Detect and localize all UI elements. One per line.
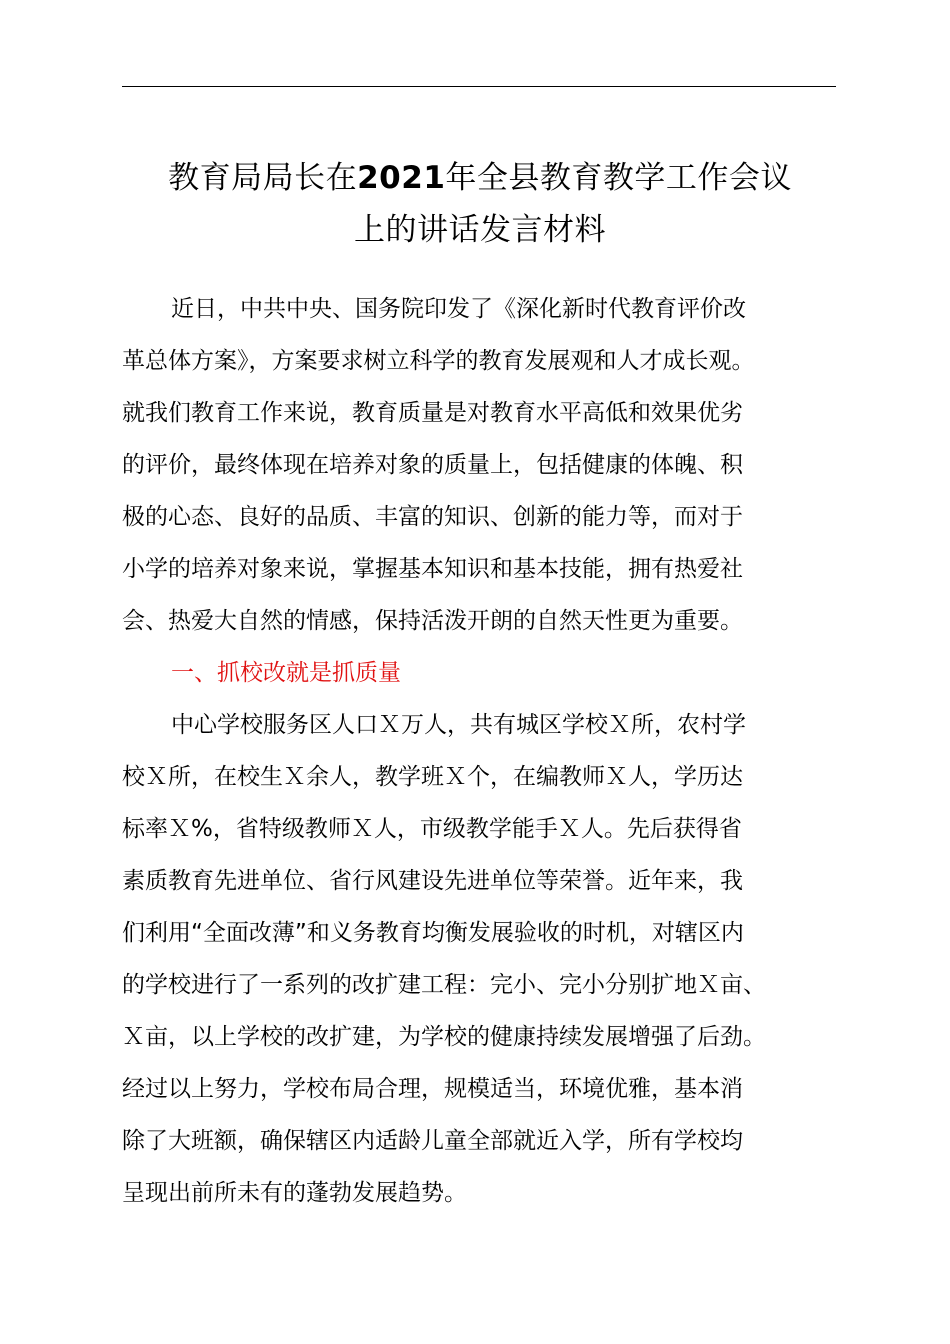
section-heading: 一、抓校改就是抓质量 xyxy=(171,660,401,686)
title-line-1: 教育局局长在2021年全县教育教学工作会议 xyxy=(168,160,792,196)
paragraph-line: 们利用“全面改薄”和义务教育均衡发展验收的时机，对辖区内 xyxy=(122,920,744,946)
paragraph-line: 就我们教育工作来说，教育质量是对教育水平高低和效果优劣 xyxy=(122,400,743,426)
paragraph-line: 革总体方案》，方案要求树立科学的教育发展观和人才成长观。 xyxy=(122,348,755,374)
document-title xyxy=(110,152,850,256)
paragraph-line: Ｘ亩，以上学校的改扩建，为学校的健康持续发展增强了后劲。 xyxy=(122,1024,766,1050)
paragraph-line: 的评价，最终体现在培养对象的质量上，包括健康的体魄、积 xyxy=(122,452,743,478)
paragraph-line: 校Ｘ所，在校生Ｘ余人，教学班Ｘ个，在编教师Ｘ人，学历达 xyxy=(122,764,743,790)
paragraph-2 xyxy=(122,699,836,1219)
paragraph-line: 小学的培养对象来说，掌握基本知识和基本技能，拥有热爱社 xyxy=(122,556,743,582)
paragraph-line: 近日，中共中央、国务院印发了《深化新时代教育评价改 xyxy=(171,296,746,322)
paragraph-line: 标率Ｘ%，省特级教师Ｘ人，市级教学能手Ｘ人。先后获得省 xyxy=(122,816,742,842)
paragraph-line: 除了大班额，确保辖区内适龄儿童全部就近入学，所有学校均 xyxy=(122,1128,743,1154)
paragraph-line: 中心学校服务区人口Ｘ万人，共有城区学校Ｘ所，农村学 xyxy=(171,712,746,738)
paragraph-line: 极的心态、良好的品质、丰富的知识、创新的能力等，而对于 xyxy=(122,504,743,530)
section-heading-block xyxy=(122,647,836,699)
header-rule xyxy=(122,86,836,87)
paragraph-line: 的学校进行了一系列的改扩建工程：完小、完小分别扩地Ｘ亩、 xyxy=(122,972,766,998)
paragraph-1 xyxy=(122,283,836,647)
paragraph-line: 经过以上努力，学校布局合理，规模适当，环境优雅，基本消 xyxy=(122,1076,743,1102)
paragraph-line: 会、热爱大自然的情感，保持活泼开朗的自然天性更为重要。 xyxy=(122,608,743,634)
paragraph-line: 呈现出前所未有的蓬勃发展趋势。 xyxy=(122,1180,467,1206)
title-line-2: 上的讲话发言材料 xyxy=(354,212,606,248)
paragraph-line: 素质教育先进单位、省行风建设先进单位等荣誉。近年来，我 xyxy=(122,868,743,894)
